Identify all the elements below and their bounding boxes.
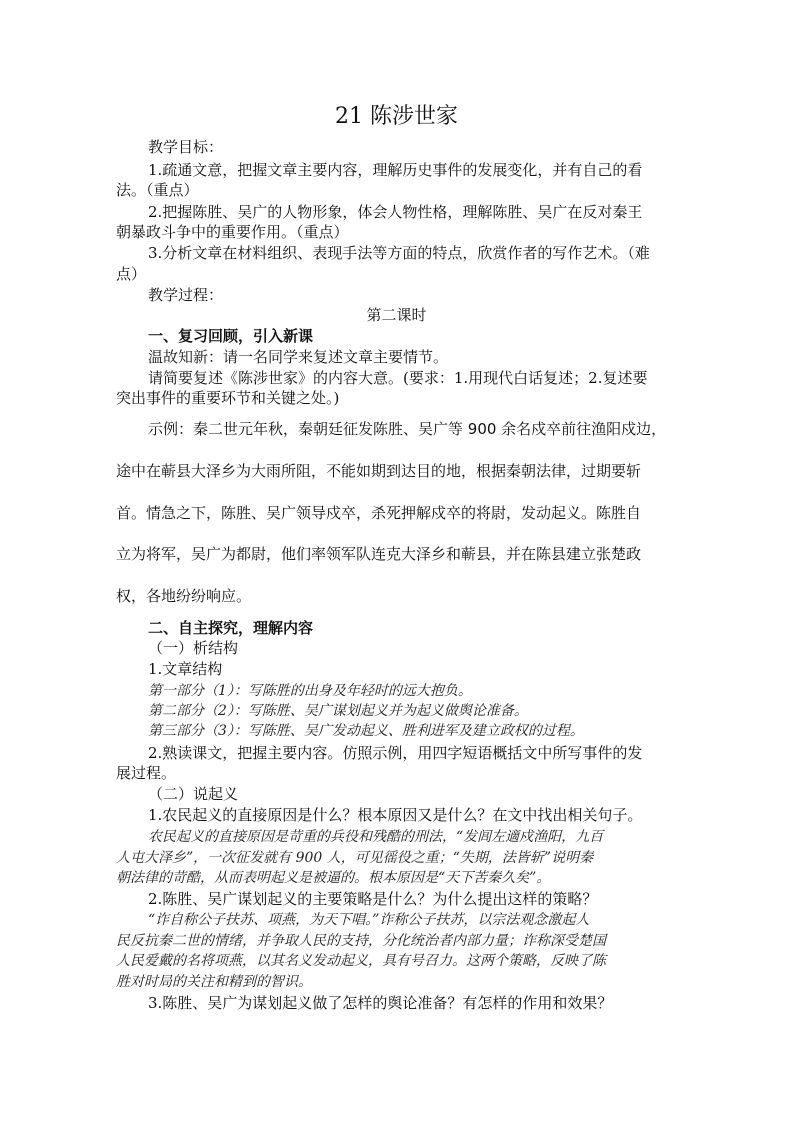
question-3: 3.陈胜、吴广为谋划起义做了怎样的舆论准备？有怎样的作用和效果？	[148, 994, 613, 1012]
subsection-1-heading: （一）析结构	[148, 639, 239, 657]
subsection-2-heading: （二）说起义	[148, 785, 239, 803]
example-line-3: 首。情急之下，陈胜、吴广领导戍卒，杀死押解戍卒的将尉，发动起义。陈胜自	[116, 504, 642, 522]
goal-1-line-1: 1.疏通文意，把握文章主要内容，理解历史事件的发展变化，并有自己的看	[148, 161, 643, 179]
answer-2-line-4: 胜对时局的关注和精到的智识。	[116, 974, 312, 990]
goal-2-line-2: 朝暴政斗争中的重要作用。（重点）	[116, 223, 349, 241]
example-line-4: 立为将军，吴广为都尉，他们率领军队连克大泽乡和蕲县，并在陈县建立张楚政	[116, 545, 642, 563]
answer-1-line-1: 农民起义的直接原因是苛重的兵役和残酷的刑法，“发闾左適戍渔阳，九百	[148, 829, 604, 845]
answer-1-line-3: 朝法律的苛酷，从而表明起义是被逼的。根本原因是“天下苦秦久矣”。	[116, 870, 551, 886]
requirement-line-1: 请简要复述《陈涉世家》的内容大意。(要求：1.用现代白话复述；2.复述要	[148, 369, 648, 387]
goal-3-line-1: 3.分析文章在材料组织、表现手法等方面的特点，欣赏作者的写作艺术。（难	[148, 244, 650, 262]
lesson-heading: 第二课时	[366, 306, 427, 324]
answer-2-line-1: “诈自称公子扶苏、项燕，为天下唱。”诈称公子扶苏，以宗法观念激起人	[148, 912, 590, 928]
answer-2-line-3: 人民爱戴的名将项燕，以其名义发动起义，具有号召力。这两个策略，反映了陈	[116, 953, 606, 969]
part-2-text: 第二部分（2）：写陈胜、吴广谋划起义并为起义做舆论准备。	[148, 703, 528, 719]
part-3-text: 第三部分（3）：写陈胜、吴广发动起义、胜利进军及建立政权的过程。	[148, 723, 584, 739]
process-label: 教学过程：	[148, 286, 224, 304]
page-title: 21 陈涉世家	[335, 104, 458, 129]
section-1-heading: 一、复习回顾，引入新课	[148, 327, 314, 345]
goal-3-line-2: 点）	[116, 265, 147, 283]
answer-1-line-2: 人屯大泽乡”，一次征发就有 900 人，可见徭役之重；“失期，法皆斩”说明秦	[116, 850, 594, 866]
answer-2-line-2: 民反抗秦二世的情绪，并争取人民的支持，分化统治者内部力量；诈称深受楚国	[116, 933, 606, 949]
question-1: 1.农民起义的直接原因是什么？根本原因又是什么？在文中找出相关句子。	[148, 806, 643, 824]
example-line-2: 途中在蕲县大泽乡为大雨所阻，不能如期到达目的地，根据秦朝法律，过期要斩	[116, 462, 642, 480]
example-line-5: 权，各地纷纷响应。	[116, 587, 252, 605]
requirement-line-2: 突出事件的重要环节和关键之处。)	[116, 389, 340, 407]
task-2-line-2: 展过程。	[116, 764, 177, 782]
goal-1-line-2: 法。（重点）	[116, 181, 199, 199]
question-2: 2.陈胜、吴广谋划起义的主要策略是什么？为什么提出这样的策略？	[148, 890, 598, 908]
structure-heading: 1.文章结构	[148, 660, 223, 678]
example-line-1: 示例：秦二世元年秋，秦朝廷征发陈胜、吴广等 900 余名戍卒前往渔阳戍边，	[148, 420, 667, 438]
review-text: 温故知新：请一名同学来复述文章主要情节。	[148, 348, 449, 366]
goal-2-line-1: 2.把握陈胜、吴广的人物形象，体会人物性格，理解陈胜、吴广在反对秦王	[148, 203, 643, 221]
task-2-line-1: 2.熟读课文，把握主要内容。仿照示例，用四字短语概括文中所写事件的发	[148, 744, 643, 762]
part-1-text: 第一部分（1）：写陈胜的出身及年轻时的远大抱负。	[148, 683, 472, 699]
section-2-heading: 二、自主探究，理解内容	[148, 619, 314, 637]
goals-label: 教学目标：	[148, 138, 224, 156]
